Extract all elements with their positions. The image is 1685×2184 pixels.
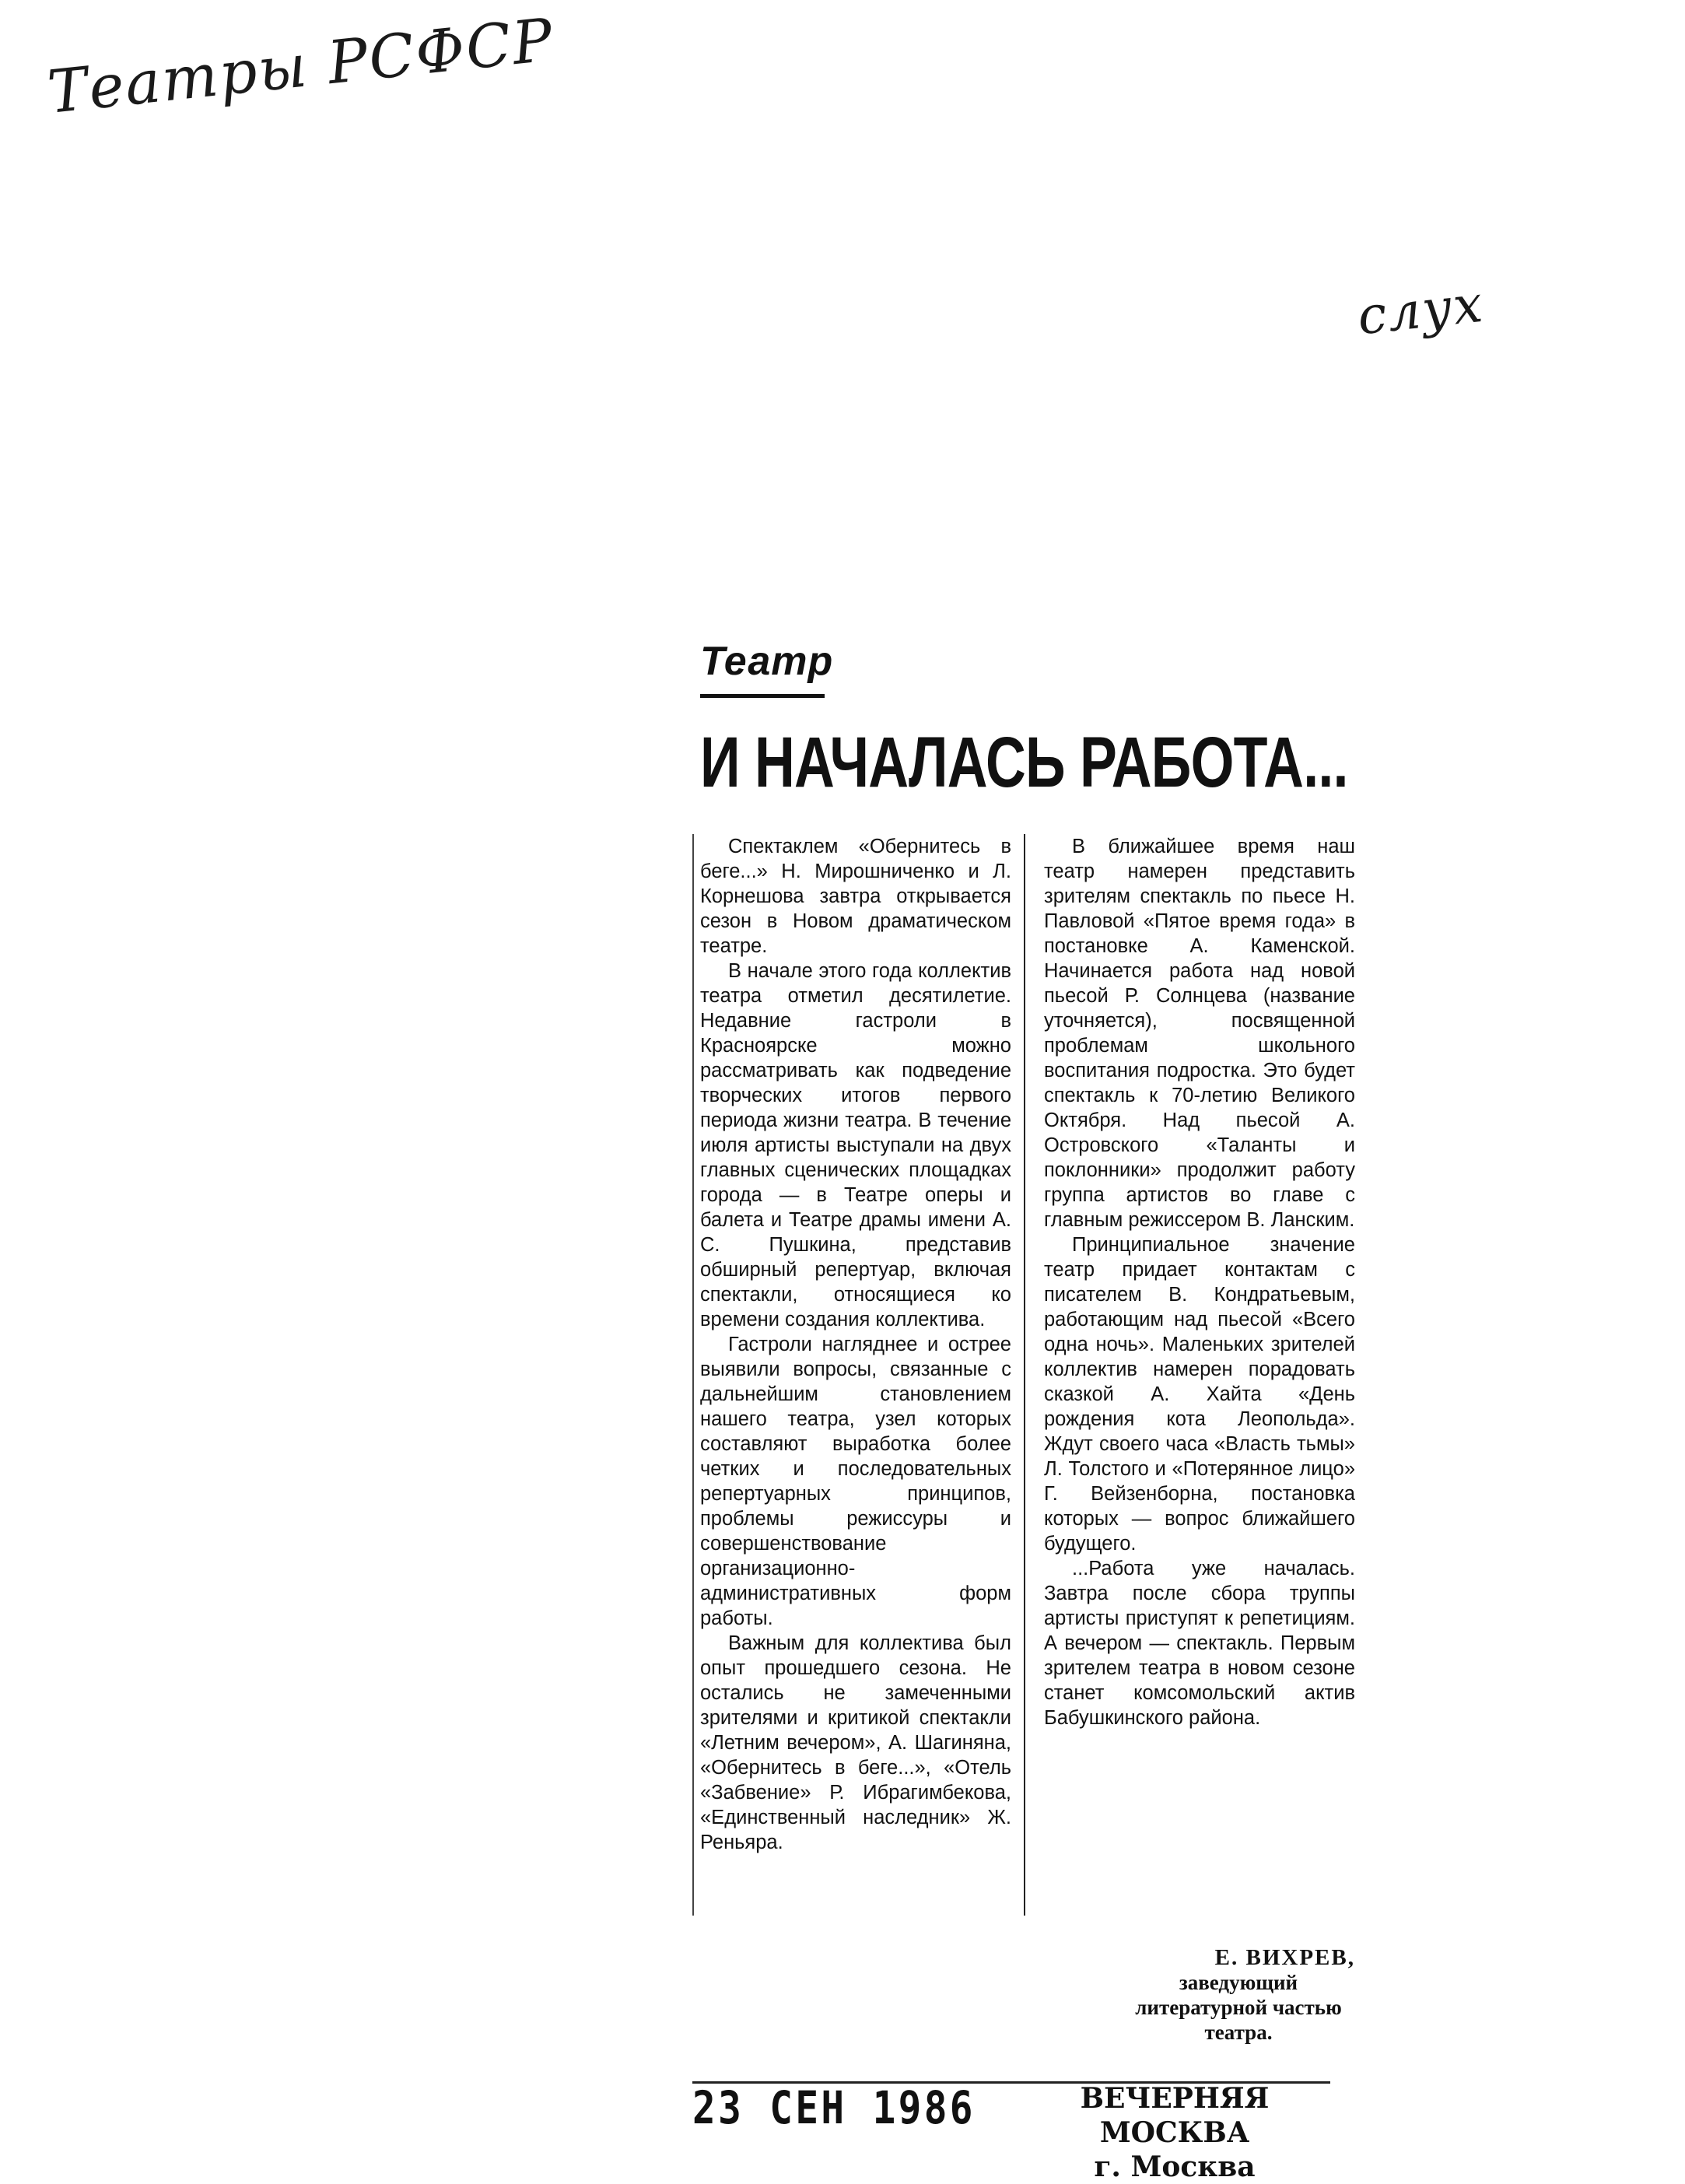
paragraph: Важным для коллектива был опыт прошедшего сезона. Не остались не замеченными зрителями и критикой спектакли «Летним вечером», А. Шагиняна, «Обернитесь в беге...», «Отель «Забвение» Р. Ибрагимбекова, «Единственный наследник» Ж. Реньяра. [700, 1632, 1011, 1853]
author-name: Е. ВИХРЕВ, [1214, 1945, 1355, 1970]
handwritten-annotation-top-right: слух [1354, 273, 1487, 347]
newspaper-name: ВЕЧЕРНЯЯ МОСКВА [1080, 2082, 1270, 2149]
paragraph: Спектаклем «Обернитесь в беге...» Н. Мирошниченко и Л. Корнешова завтра открывается сезон в Новом драматическом театре. [700, 836, 1011, 957]
article-headline: И НАЧАЛАСЬ РАБОТА... [700, 723, 1348, 802]
paragraph: Гастроли нагляднее и острее выявили вопросы, связанные с дальнейшим становлением нашего театра, узел которых составляют выработка более четких и последовательных репертуарных принципов, проблемы режиссуры и совершенствование организационно-административных форм работы. [700, 1334, 1011, 1629]
article-rubric: Театр [700, 639, 834, 684]
paragraph: Принципиальное значение театр придает контактам с писателем В. Кондратьевым, работающим над пьесой «Всего одна ночь». Маленьких зрителей коллектив намерен порадовать сказкой А. Хайта «День рождения кота Леопольда». Ждут своего часа «Власть тьмы» Л. Толстого и «Потерянное лицо» Г. Вейзенборна, постановка которых — вопрос ближайшего будущего. [1044, 1234, 1355, 1555]
paragraph: ...Работа уже началась. Завтра после сбора труппы артисты приступят к репетициям. А вечером — спектакль. Первым зрителем театра в новом сезоне станет комсомольский актив Бабушкинского района. [1044, 1558, 1355, 1729]
paragraph: В ближайшее время наш театр намерен представить зрителям спектакль по пьесе Н. Павловой «Пятое время года» в постановке А. Каменской. Начинается работа над новой пьесой Р. Солнцева (название уточняется), посвященной проблемам школьного воспитания подростка. Это будет спектакль к 70-летию Великого Октября. Над пьесой А. Островского «Таланты и поклонники» продолжит работу группа артистов во главе с главным режиссером В. Ланским. [1044, 836, 1355, 1231]
handwritten-annotation-top-left: Театры РСФСР [44, 5, 558, 127]
newspaper-city: г. Москва [1094, 2151, 1256, 2183]
rubric-underline [700, 694, 825, 698]
author-role: заведующий литературной частью театра. [1135, 1971, 1342, 2044]
column-divider [1024, 834, 1025, 1916]
source-stamp [1058, 2081, 1291, 2184]
article-column-1 [700, 834, 1011, 1855]
author-signature [1044, 1945, 1355, 2045]
article-column-2 [1044, 834, 1355, 1730]
newspaper-clipping [692, 638, 1361, 2183]
paragraph: В начале этого года коллектив театра отметил десятилетие. Недавние гастроли в Красноярске можно рассматривать как подведение творческих итогов первого периода жизни театра. В течение июля артисты выступали на двух главных сценических площадках города — в Театре оперы и балета и Театре драмы имени А. С. Пушкина, представив обширный репертуар, включая спектакли, относящиеся ко времени создания коллектива. [700, 960, 1011, 1330]
clipping-edge [692, 834, 694, 1916]
date-stamp: 23 СЕН 1986 [692, 2081, 976, 2134]
